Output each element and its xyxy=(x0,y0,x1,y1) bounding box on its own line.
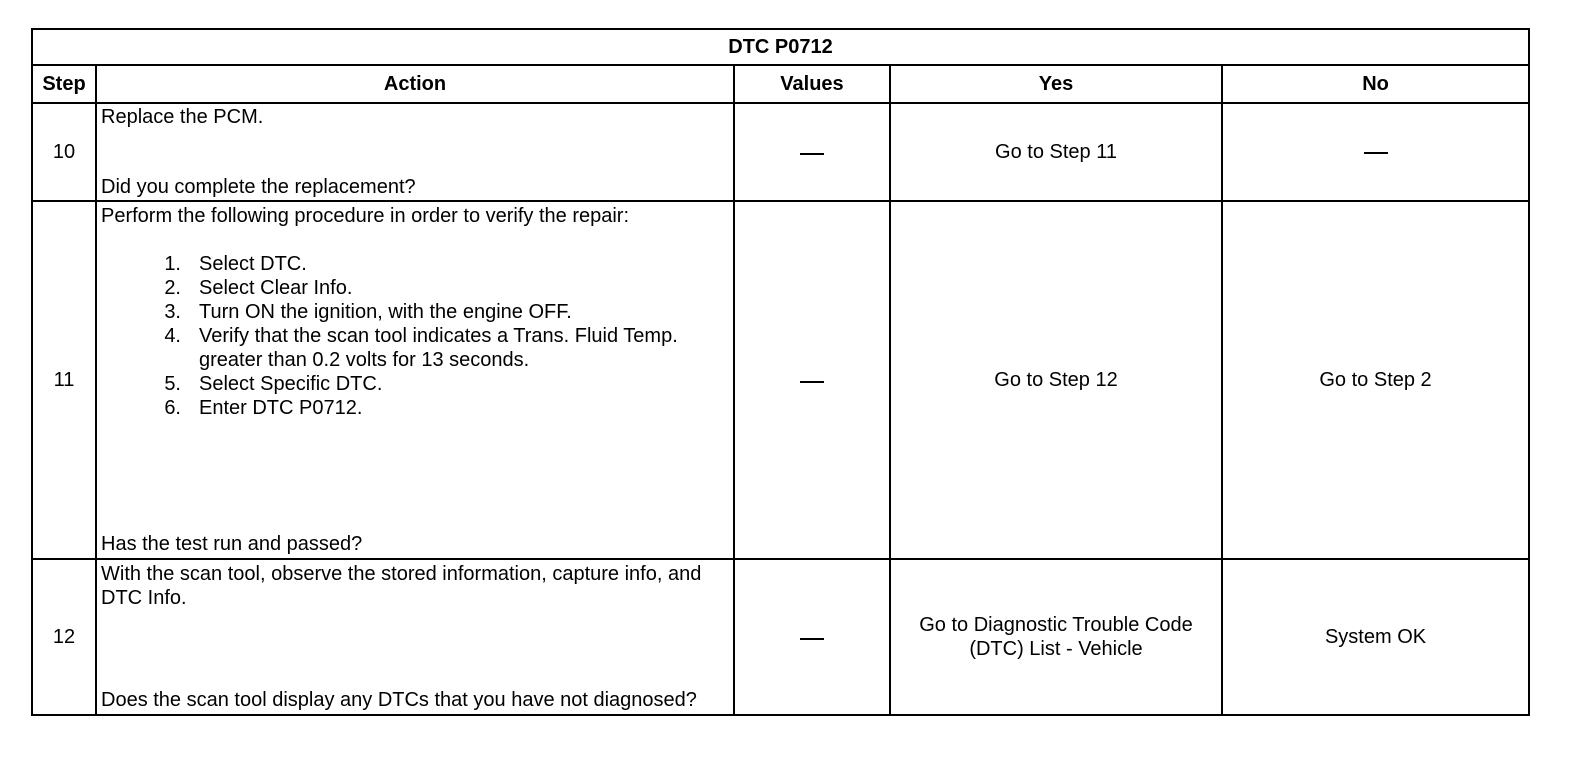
action-cell xyxy=(96,103,734,201)
action-cell xyxy=(96,559,734,715)
step-number: 11 xyxy=(32,201,96,559)
table-row xyxy=(32,201,1529,559)
action-question: Did you complete the replacement? xyxy=(101,176,416,198)
table-header-row xyxy=(32,65,1529,103)
action-cell xyxy=(96,201,734,559)
procedure-step: 4. Verify that the scan tool indicates a Trans. Fluid Temp. greater than 0.2 volts for 13 seconds. xyxy=(164,325,678,371)
action-instruction: Perform the following procedure in order to verify the repair: xyxy=(101,205,630,227)
em-dash xyxy=(1364,152,1388,154)
step-number: 10 xyxy=(32,103,96,201)
table-title: DTC P0712 xyxy=(32,29,1529,65)
yes-link[interactable]: Go to Step 12 xyxy=(890,201,1222,559)
values-cell xyxy=(734,201,890,559)
step-number: 12 xyxy=(32,559,96,715)
no-cell xyxy=(1222,103,1529,201)
table-row xyxy=(32,559,1529,715)
action-instruction: With the scan tool, observe the stored information, capture info, and DTC Info. xyxy=(101,563,702,609)
em-dash xyxy=(800,638,824,640)
action-instruction: Replace the PCM. xyxy=(101,106,264,128)
header-step: Step xyxy=(32,65,96,103)
header-action: Action xyxy=(96,65,734,103)
no-text: System OK xyxy=(1222,559,1529,715)
em-dash xyxy=(800,381,824,383)
yes-link[interactable]: Go to Diagnostic Trouble Code (DTC) List - Vehicle xyxy=(890,559,1222,715)
table-title-row xyxy=(32,29,1529,65)
procedure-step: 2. Select Clear Info. xyxy=(164,277,353,299)
em-dash xyxy=(800,153,824,155)
procedure-list xyxy=(101,252,729,420)
yes-link[interactable]: Go to Step 11 xyxy=(890,103,1222,201)
action-question: Does the scan tool display any DTCs that you have not diagnosed? xyxy=(101,689,697,711)
table-row xyxy=(32,103,1529,201)
values-cell xyxy=(734,559,890,715)
dtc-table xyxy=(31,28,1530,716)
procedure-step: 5. Select Specific DTC. xyxy=(164,373,383,395)
values-cell xyxy=(734,103,890,201)
header-values: Values xyxy=(734,65,890,103)
no-link[interactable]: Go to Step 2 xyxy=(1222,201,1529,559)
header-yes: Yes xyxy=(890,65,1222,103)
procedure-step: 3. Turn ON the ignition, with the engine OFF. xyxy=(164,301,572,323)
procedure-step: 1. Select DTC. xyxy=(164,253,307,275)
procedure-step: 6. Enter DTC P0712. xyxy=(164,397,363,419)
action-question: Has the test run and passed? xyxy=(101,533,363,555)
header-no: No xyxy=(1222,65,1529,103)
